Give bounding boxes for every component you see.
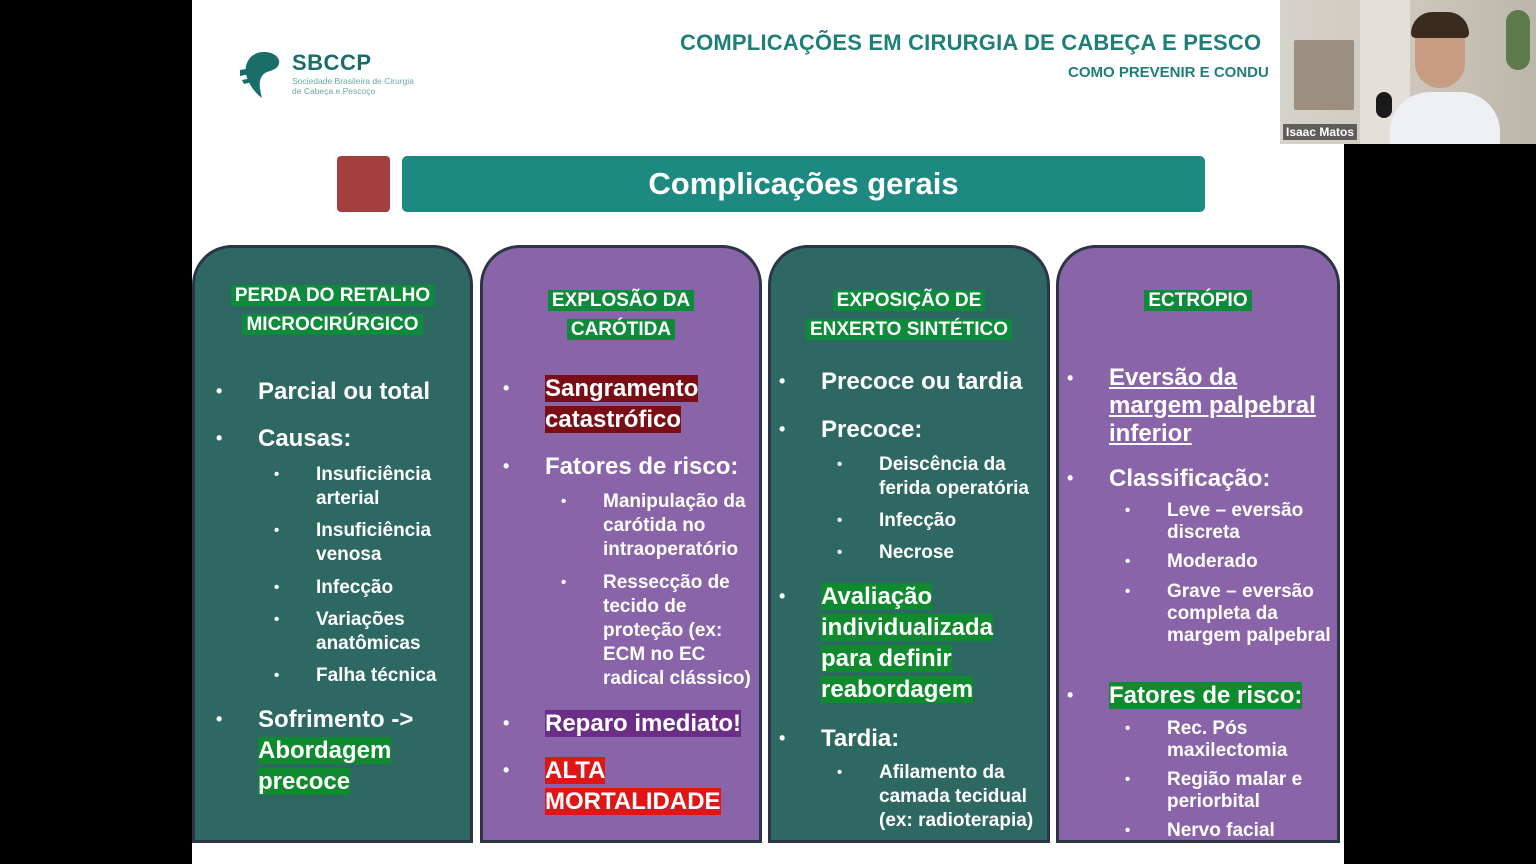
list-item: • Sofrimento -> Abordagem precoce: [258, 704, 468, 797]
list-item: • Tardia:: [821, 723, 1046, 754]
sub-list-item: • Nervo facial: [1167, 820, 1337, 842]
list-item: [1109, 680, 1334, 711]
list-item: • Precoce ou tardia: [821, 366, 1046, 397]
list-item: • Precoce:: [821, 414, 1046, 445]
sbccp-logo-icon: [238, 48, 290, 100]
list-item: • Eversão da margem palpebral inferior: [1109, 364, 1334, 448]
highlight-text: ALTA MORTALIDADE: [545, 757, 721, 815]
sub-list-item: • Insuficiência venosa: [316, 519, 466, 567]
webcam-background-shelf: [1294, 40, 1354, 110]
microphone-icon: [1376, 92, 1392, 118]
highlight-text: Sangramento catastrófico: [545, 375, 699, 433]
sub-list-item: • Insuficiência arterial: [316, 463, 466, 511]
list-item: [545, 755, 735, 817]
webcam-person-hair: [1411, 12, 1469, 38]
list-item: • Classificação:: [1109, 463, 1334, 494]
sub-list-item: • Moderado: [1167, 551, 1337, 573]
card-title: ECTRÓPIO: [1059, 286, 1337, 315]
card-title: EXPOSIÇÃO DE ENXERTO SINTÉTICO: [771, 286, 1047, 344]
sub-list-item: • Ressecção de tecido de proteção (ex: ECM no EC radical clássico): [603, 571, 758, 691]
highlight-text: Reparo imediato!: [545, 710, 742, 737]
list-item: • Fatores de risco:: [545, 451, 755, 482]
section-banner: [402, 156, 1205, 212]
sub-list-item: • Manipulação da carótida no intraoperatório: [603, 490, 758, 562]
sub-list-item: • Necrose: [879, 541, 1047, 565]
sub-list-item: • Infecção: [879, 509, 1047, 533]
highlight-text: Avaliação individualizada para definir reabordagem: [821, 583, 994, 703]
card-exposicao-enxerto: [768, 245, 1050, 843]
card-title: PERDA DO RETALHO MICROCIRÚRGICO: [195, 281, 470, 339]
logo-subtitle: Sociedade Brasileira de Cirurgia de Cabeça e Pescoço: [292, 76, 414, 96]
decorative-square: [337, 156, 390, 212]
sbccp-logo: [238, 46, 414, 102]
logo-name: SBCCP: [292, 50, 372, 75]
presentation-slide: [192, 0, 1344, 864]
sub-list-item: • Rec. Pós maxilectomia: [1167, 718, 1337, 762]
list-item: [545, 373, 715, 435]
list-item: [821, 581, 1021, 705]
card-ectropio: [1056, 245, 1340, 843]
highlight-text: Fatores de risco:: [1109, 682, 1303, 709]
webcam-background-plant: [1506, 10, 1530, 70]
sub-list-item: • Variações anatômicas: [316, 608, 466, 656]
sub-list-item: • Afilamento da camada tecidual (ex: radioterapia): [879, 761, 1047, 833]
sub-list-item: • Leve – eversão discreta: [1167, 500, 1337, 544]
list-item: [545, 708, 760, 739]
card-title: EXPLOSÃO DA CARÓTIDA: [483, 286, 759, 344]
webcam-video-tile[interactable]: [1280, 0, 1536, 144]
slide-header-title: COMPLICAÇÕES EM CIRURGIA DE CABEÇA E PESCO: [680, 30, 1262, 55]
webcam-person-body: [1390, 92, 1500, 144]
sub-list-item: • Região malar e periorbital: [1167, 769, 1337, 813]
sub-list-item: • Infecção: [316, 576, 466, 600]
list-item: • Causas:: [258, 423, 468, 454]
section-title: Complicações gerais: [648, 166, 959, 201]
highlight-text: Abordagem precoce: [258, 737, 392, 795]
list-item: • Parcial ou total: [258, 376, 468, 407]
sub-list-item: • Deiscência da ferida operatória: [879, 453, 1047, 501]
sub-list-item: • Grave – eversão completa da margem palpebral: [1167, 581, 1337, 647]
card-perda-retalho: [192, 245, 473, 843]
participant-name-label: Isaac Matos: [1283, 124, 1357, 140]
sub-list-item: • Falha técnica: [316, 664, 466, 688]
slide-header-subtitle: COMO PREVENIR E CONDU: [1068, 64, 1269, 81]
card-explosao-carotida: [480, 245, 762, 843]
